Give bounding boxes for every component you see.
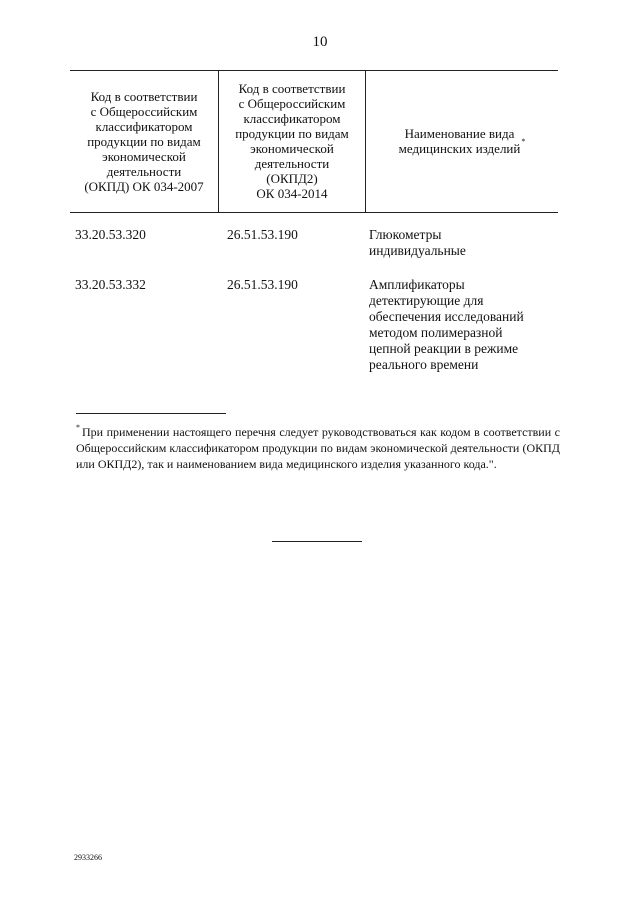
- header-okpd2-label: Код в соответствии с Общероссийским классификатором продукции по видам экономической деятельности (ОКПД2) ОК 034-2014: [235, 81, 349, 201]
- okpd-code: 33.20.53.332: [75, 277, 146, 292]
- footnote-mark: *: [76, 423, 80, 432]
- header-device-name-label: Наименование вида медицинских изделий: [398, 126, 521, 156]
- device-name: Глюкометры индивидуальные: [369, 227, 466, 258]
- header-device-name: [366, 70, 558, 212]
- footnote: [76, 420, 560, 472]
- header-okpd: [70, 70, 218, 212]
- okpd2-code: 26.51.53.190: [227, 277, 298, 292]
- header-bottom-rule: [70, 212, 558, 213]
- device-name: Амплификаторы детектирующие для обеспечения исследований методом полимеразной цепной реакции в режиме реального времени: [369, 277, 524, 372]
- okpd-code: 33.20.53.320: [75, 227, 146, 242]
- okpd2-code: 26.51.53.190: [227, 227, 298, 242]
- document-code: 2933266: [74, 853, 102, 862]
- header-okpd-label: Код в соответствии с Общероссийским классификатором продукции по видам экономической деятельности (ОКПД) ОК 034-2007: [84, 88, 204, 194]
- header-okpd2: [219, 70, 365, 212]
- footnote-mark: *: [521, 136, 526, 146]
- page-number: 10: [312, 34, 328, 50]
- footnote-text: При применении настоящего перечня следует руководствоваться как кодом в соответствии с Общероссийским классификатором продукции по видам экономической деятельности (ОКПД или ОКПД2), так и наименованием вида медицинского изделия указанного кода.".: [76, 425, 560, 471]
- end-of-document-rule: [272, 541, 362, 542]
- footnote-separator: [76, 413, 226, 414]
